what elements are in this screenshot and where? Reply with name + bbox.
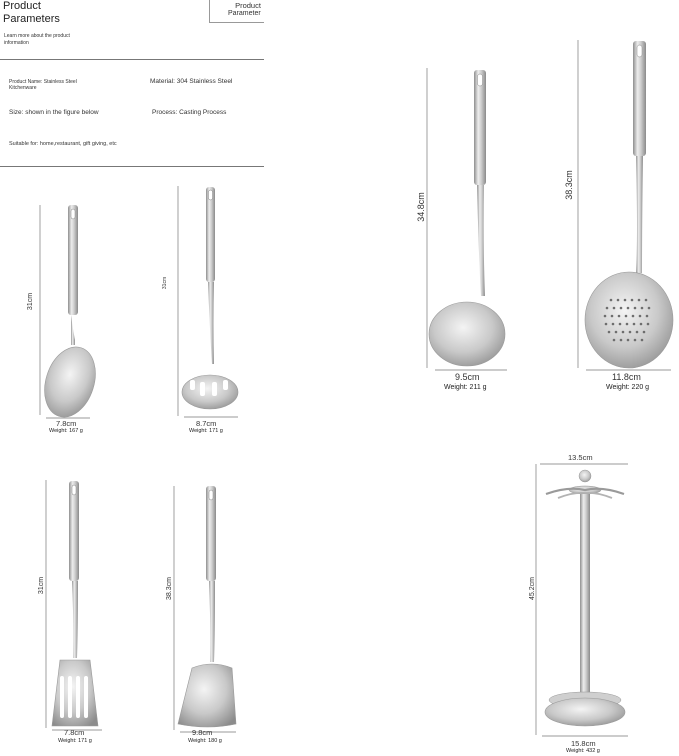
spoon-width: 7.8cm: [56, 419, 77, 428]
skimmer-weight: Weight: 220 g: [606, 384, 650, 391]
spaghetti-server-width: 8.7cm: [196, 419, 217, 428]
header-rule: [209, 22, 264, 23]
section-rule-top: [0, 59, 264, 60]
header-right-line-1: Product: [235, 1, 261, 10]
utensil-stand-image: [528, 460, 638, 742]
stand-weight: Weight: 432 g: [566, 748, 600, 754]
suitable-text: Suitable for: home,restaurant, gift giving, etc: [9, 141, 117, 147]
spoon-height: 31cm: [27, 292, 35, 311]
title-line-1: Product: [3, 0, 41, 12]
section-rule-bottom: [0, 166, 264, 167]
spaghetti-server-weight: Weight: 171 g: [189, 428, 223, 434]
ladle-height: 34.8cm: [415, 192, 426, 222]
stand-top-width: 13.5cm: [568, 453, 593, 462]
size-text: Size: shown in the figure below: [9, 109, 99, 116]
stand-width: 15.8cm: [571, 739, 596, 748]
slotted-turner-weight: Weight: 171 g: [58, 738, 92, 744]
process-text: Process: Casting Process: [152, 109, 227, 116]
page-title: [3, 0, 60, 25]
wok-spatula-height: 38.3cm: [165, 577, 173, 600]
header-divider: [209, 0, 210, 22]
skimmer-width: 11.8cm: [612, 372, 641, 382]
stand-height: 45.2cm: [528, 577, 536, 600]
title-line-2: Parameters: [3, 12, 60, 25]
spaghetti-server-image: [176, 184, 246, 419]
ladle-image: [425, 66, 515, 372]
product-name: Product Name: Stainless Steel Kitchenware: [9, 79, 77, 91]
ladle-width: 9.5cm: [455, 372, 480, 382]
wok-spatula-image: [172, 484, 242, 734]
spoon-image: [38, 200, 108, 420]
wok-spatula-width: 9.8cm: [192, 728, 213, 737]
skimmer-image: [576, 38, 676, 372]
header-right-line-2: Parameter: [228, 10, 261, 17]
slotted-turner-height: 31cm: [38, 576, 46, 595]
skimmer-height: 38.3cm: [563, 170, 574, 200]
material-text: Material: 304 Stainless Steel: [150, 78, 233, 85]
spaghetti-server-height: 31cm: [162, 276, 169, 290]
slotted-turner-width: 7.8cm: [64, 728, 85, 737]
spoon-weight: Weight: 167 g: [49, 428, 83, 434]
ladle-weight: Weight: 211 g: [444, 384, 487, 391]
learn-more-text: Learn more about the product information: [4, 33, 70, 46]
slotted-turner-image: [44, 478, 114, 733]
wok-spatula-weight: Weight: 180 g: [188, 738, 222, 744]
